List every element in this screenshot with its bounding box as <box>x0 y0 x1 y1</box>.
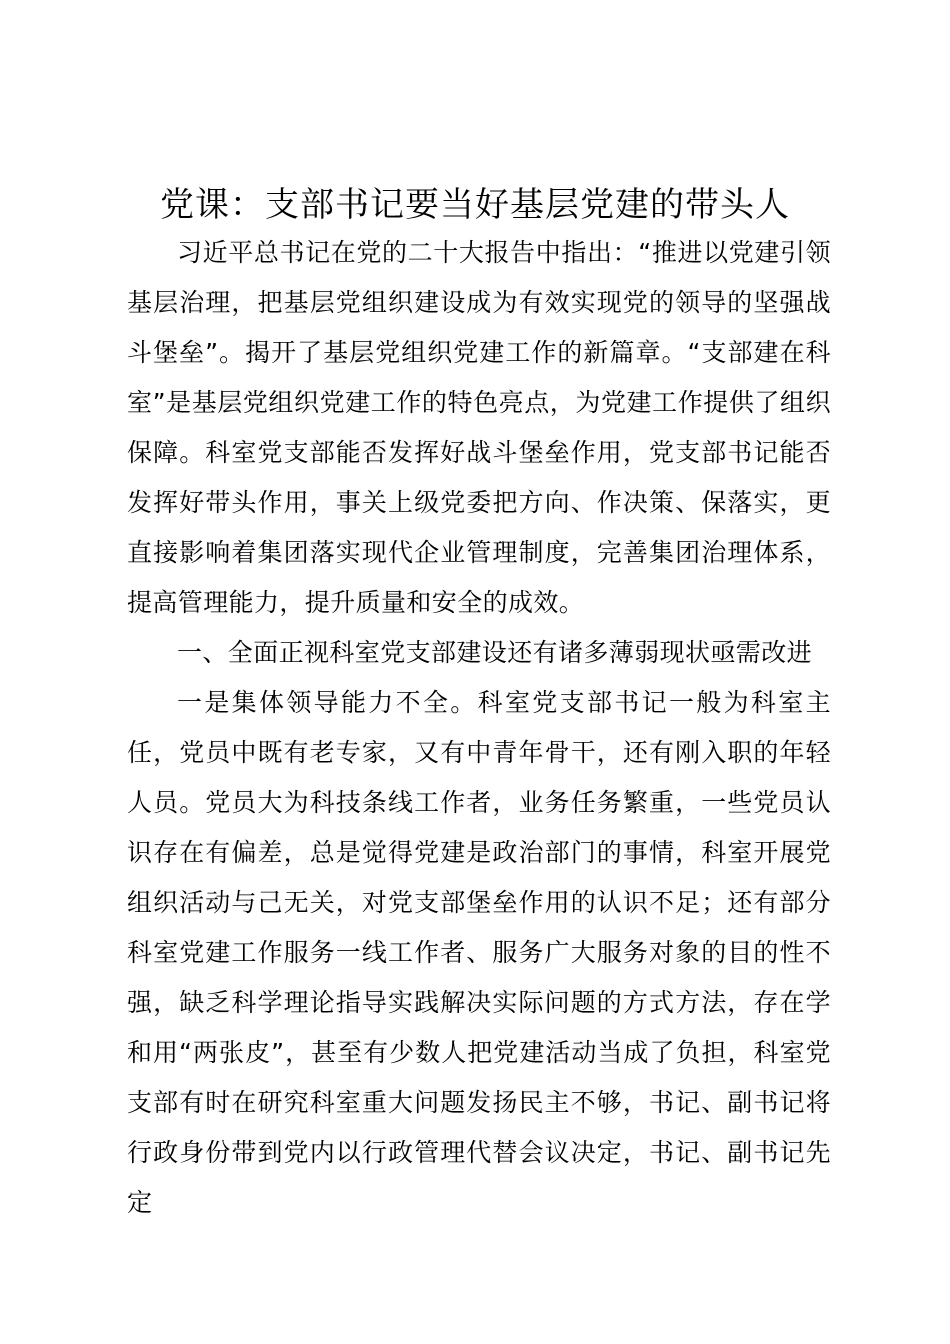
paragraph-point-1: 一是集体领导能力不全。科室党支部书记一般为科室主任，党员中既有老专家，又有中青年骨干，还有刚入职的年轻人员。党员大为科技条线工作者，业务任务繁重，一些党员认识存在有偏差，总是觉得党建是政治部门的事情，科室开展党组织活动与己无关，对党支部堡垒作用的认识不足；还有部分科室党建工作服务一线工作者、服务广大服务对象的目的性不强，缺乏科学理论指导实践解决实际问题的方式方法，存在学和用“两张皮”，甚至有少数人把党建活动当成了负担，科室党支部有时在研究科室重大问题发扬民主不够，书记、副书记将行政身份带到党内以行政管理代替会议决定，书记、副书记先定 <box>127 688 831 1217</box>
paragraph-intro: 习近平总书记在党的二十大报告中指出：“推进以党建引领基层治理，把基层党组织建设成为有效实现党的领导的坚强战斗堡垒”。揭开了基层党组织党建工作的新篇章。“支部建在科室”是基层党组织党建工作的特色亮点，为党建工作提供了组织保障。科室党支部能否发挥好战斗堡垒作用，党支部书记能否发挥好带头作用，事关上级党委把方向、作决策、保落实，更直接影响着集团落实现代企业管理制度，完善集团治理体系，提高管理能力，提升质量和安全的成效。 <box>127 238 831 617</box>
document-title: 党课：支部书记要当好基层党建的带头人 <box>160 185 790 225</box>
document-body <box>127 228 831 1228</box>
section-heading-1: 一、全面正视科室党支部建设还有诸多薄弱现状亟需改进 <box>177 638 813 667</box>
